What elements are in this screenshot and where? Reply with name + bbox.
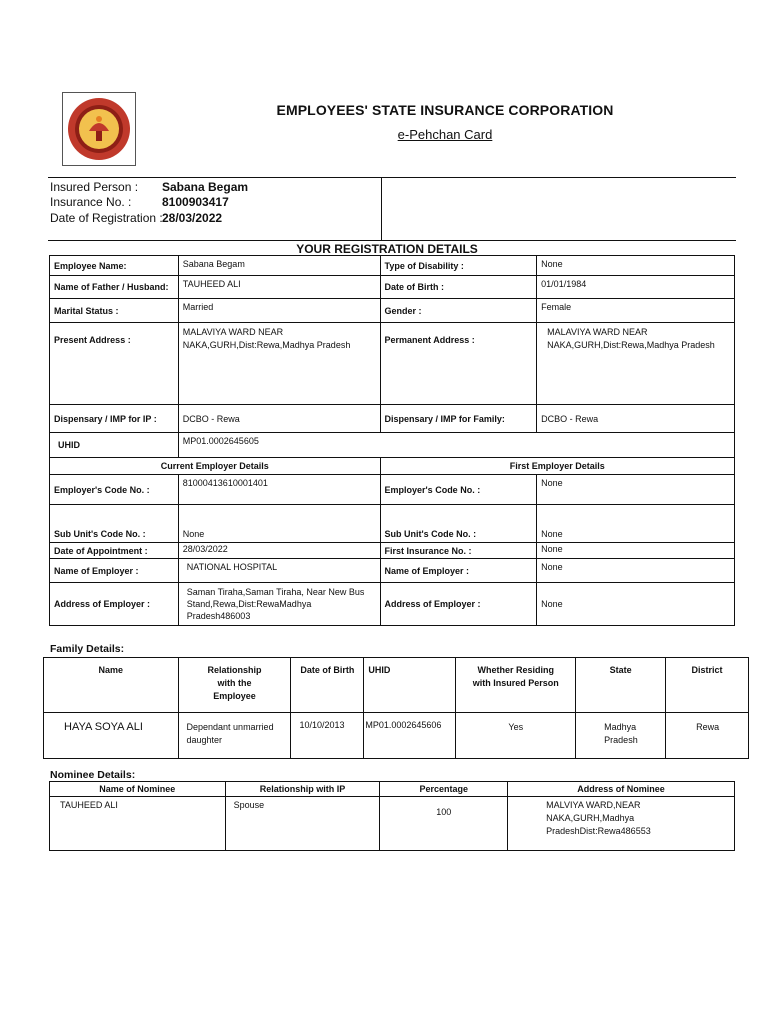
divider bbox=[48, 177, 736, 178]
divider bbox=[381, 177, 382, 240]
nominee-relationship: Spouse bbox=[225, 797, 380, 851]
permanent-address-label: Permanent Address : bbox=[380, 323, 537, 405]
nominee-address-text: MALVIYA WARD,NEAR NAKA,GURH,Madhya PradeshDist:Rewa486553 bbox=[546, 800, 651, 836]
sub-unit-label: Sub Unit's Code No. : bbox=[50, 505, 179, 543]
first-employer-name-value: None bbox=[537, 559, 735, 583]
family-member-name: HAYA SOYA ALI bbox=[44, 713, 179, 759]
registration-table bbox=[49, 255, 735, 626]
current-employer-header: Current Employer Details bbox=[50, 458, 381, 475]
first-employer-header: First Employer Details bbox=[380, 458, 734, 475]
first-insurance-label: First Insurance No. : bbox=[380, 543, 537, 559]
nominee-header-relationship: Relationship with IP bbox=[225, 782, 380, 797]
uhid-label: UHID bbox=[50, 433, 179, 458]
dob-value: 01/01/1984 bbox=[537, 276, 735, 299]
family-table bbox=[43, 657, 749, 759]
employee-name-label: Employee Name: bbox=[50, 256, 179, 276]
insurance-no-value: 8100903417 bbox=[162, 195, 229, 209]
family-member-relationship bbox=[178, 713, 291, 759]
family-row bbox=[44, 713, 749, 759]
nominee-header-percentage: Percentage bbox=[380, 782, 508, 797]
appointment-value: 28/03/2022 bbox=[178, 543, 380, 559]
nominee-address bbox=[508, 797, 735, 851]
family-member-uhid: MP01.0002645606 bbox=[364, 713, 456, 759]
esic-logo bbox=[62, 92, 136, 166]
appointment-label: Date of Appointment : bbox=[50, 543, 179, 559]
employer-address-value: Saman Tiraha,Saman Tiraha, Near New Bus Stand,Rewa,Dist:RewaMadhya Pradesh486003 bbox=[178, 583, 380, 626]
employer-code-label: Employer's Code No. : bbox=[50, 475, 179, 505]
nominee-name: TAUHEED ALI bbox=[50, 797, 226, 851]
employer-address-label: Address of Employer : bbox=[50, 583, 179, 626]
employer-name-label: Name of Employer : bbox=[50, 559, 179, 583]
first-employer-code-label: Employer's Code No. : bbox=[380, 475, 537, 505]
father-label: Name of Father / Husband: bbox=[50, 276, 179, 299]
family-header-name: Name bbox=[44, 658, 179, 713]
sub-unit-value: None bbox=[178, 505, 380, 543]
family-header-dob: Date of Birth bbox=[291, 658, 364, 713]
family-header-residing-text: Whether Residing with Insured Person bbox=[472, 665, 559, 688]
employee-name-value: Sabana Begam bbox=[178, 256, 380, 276]
insured-person-value: Sabana Begam bbox=[162, 180, 249, 194]
marital-label: Marital Status : bbox=[50, 299, 179, 323]
family-member-relationship-text: Dependant unmarried daughter bbox=[186, 722, 274, 745]
family-member-state-text: Madhya Pradesh bbox=[604, 722, 638, 745]
nominee-row bbox=[50, 797, 735, 851]
nominee-percentage: 100 bbox=[380, 797, 508, 851]
family-member-residing: Yes bbox=[456, 713, 576, 759]
gender-value: Female bbox=[537, 299, 735, 323]
family-header-district: District bbox=[666, 658, 749, 713]
family-header-relationship bbox=[178, 658, 291, 713]
family-member-district: Rewa bbox=[666, 713, 749, 759]
present-address-label: Present Address : bbox=[50, 323, 179, 405]
family-header-relationship-text: Relationship with the Employee bbox=[207, 665, 262, 701]
nominee-header-name: Name of Nominee bbox=[50, 782, 226, 797]
dispensary-ip-value: DCBO - Rewa bbox=[178, 405, 380, 433]
first-employer-address-value: None bbox=[537, 583, 735, 626]
present-address-value: MALAVIYA WARD NEAR NAKA,GURH,Dist:Rewa,Madhya Pradesh bbox=[178, 323, 380, 405]
registration-date-value: 28/03/2022 bbox=[162, 211, 223, 225]
permanent-address-value: MALAVIYA WARD NEAR NAKA,GURH,Dist:Rewa,Madhya Pradesh bbox=[537, 323, 735, 405]
registration-date-label: Date of Registration : bbox=[50, 211, 163, 225]
family-member-dob: 10/10/2013 bbox=[291, 713, 364, 759]
dispensary-family-value: DCBO - Rewa bbox=[537, 405, 735, 433]
divider bbox=[48, 240, 736, 241]
first-sub-unit-label: Sub Unit's Code No. : bbox=[380, 505, 537, 543]
dob-label: Date of Birth : bbox=[380, 276, 537, 299]
family-header-state: State bbox=[576, 658, 666, 713]
insurance-no-label: Insurance No. : bbox=[50, 195, 132, 209]
org-title: EMPLOYEES' STATE INSURANCE CORPORATION bbox=[276, 102, 614, 118]
nominee-title: Nominee Details: bbox=[50, 769, 136, 781]
first-employer-name-label: Name of Employer : bbox=[380, 559, 537, 583]
first-employer-code-value: None bbox=[537, 475, 735, 505]
first-insurance-value: None bbox=[537, 543, 735, 559]
disability-label: Type of Disability : bbox=[380, 256, 537, 276]
card-title: e-Pehchan Card bbox=[397, 127, 493, 142]
father-value: TAUHEED ALI bbox=[178, 276, 380, 299]
marital-value: Married bbox=[178, 299, 380, 323]
family-header-uhid: UHID bbox=[364, 658, 456, 713]
nominee-table bbox=[49, 781, 735, 851]
family-header-residing bbox=[456, 658, 576, 713]
gender-label: Gender : bbox=[380, 299, 537, 323]
disability-value: None bbox=[537, 256, 735, 276]
insured-person-label: Insured Person : bbox=[50, 180, 139, 194]
dispensary-ip-label: Dispensary / IMP for IP : bbox=[50, 405, 179, 433]
first-employer-address-label: Address of Employer : bbox=[380, 583, 537, 626]
uhid-value: MP01.0002645605 bbox=[178, 433, 734, 458]
family-title: Family Details: bbox=[50, 643, 125, 655]
first-sub-unit-value: None bbox=[537, 505, 735, 543]
nominee-header-address: Address of Nominee bbox=[508, 782, 735, 797]
employer-name-value: NATIONAL HOSPITAL bbox=[178, 559, 380, 583]
employer-code-value: 81000413610001401 bbox=[178, 475, 380, 505]
registration-title: YOUR REGISTRATION DETAILS bbox=[296, 242, 478, 256]
dispensary-family-label: Dispensary / IMP for Family: bbox=[380, 405, 537, 433]
family-member-state bbox=[576, 713, 666, 759]
